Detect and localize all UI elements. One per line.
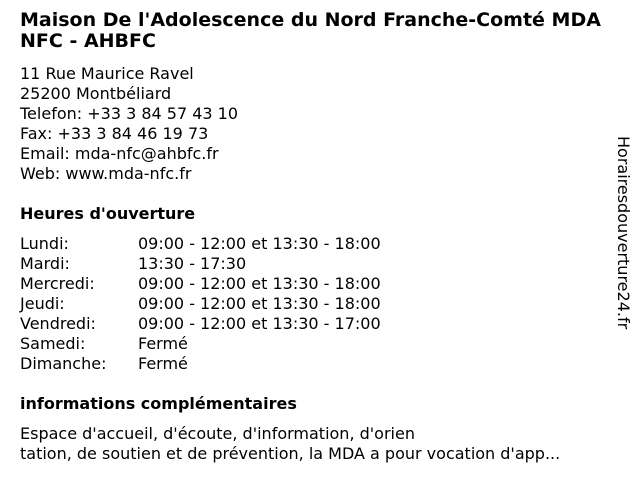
day-hours: 09:00 - 12:00 et 13:30 - 17:00 bbox=[138, 314, 381, 333]
hours-row-dimanche bbox=[20, 354, 381, 374]
day-label: Jeudi: bbox=[20, 294, 65, 313]
info-line: Espace d'accueil, d'écoute, d'information, d'orien bbox=[20, 424, 415, 443]
hours-row-vendredi bbox=[20, 314, 381, 334]
fax-number: Fax: +33 3 84 46 19 73 bbox=[20, 124, 209, 143]
hours-row-samedi bbox=[20, 334, 381, 354]
info-line: tation, de soutien et de prévention, la MDA a pour vocation d'app... bbox=[20, 444, 561, 463]
opening-hours-heading: Heures d'ouverture bbox=[20, 204, 196, 223]
day-label: Mardi: bbox=[20, 254, 70, 273]
hours-row-mercredi bbox=[20, 274, 381, 294]
website-address: Web: www.mda-nfc.fr bbox=[20, 164, 192, 183]
day-hours: Fermé bbox=[138, 334, 188, 353]
day-hours: 13:30 - 17:30 bbox=[138, 254, 247, 273]
day-label: Vendredi: bbox=[20, 314, 96, 333]
hours-row-mardi bbox=[20, 254, 381, 274]
business-name: Maison De l'Adolescence du Nord Franche-Comté MDA NFC - AHBFC bbox=[20, 9, 601, 52]
phone-number: Telefon: +33 3 84 57 43 10 bbox=[20, 104, 239, 123]
street-address: 11 Rue Maurice Ravel bbox=[20, 64, 194, 83]
day-label: Mercredi: bbox=[20, 274, 95, 293]
hours-row-jeudi bbox=[20, 294, 381, 314]
contact-block bbox=[20, 64, 238, 184]
day-hours: 09:00 - 12:00 et 13:30 - 18:00 bbox=[138, 274, 381, 293]
hours-row-lundi bbox=[20, 234, 381, 254]
day-label: Lundi: bbox=[20, 234, 69, 253]
day-hours: 09:00 - 12:00 et 13:30 - 18:00 bbox=[138, 234, 381, 253]
city-postcode: 25200 Montbéliard bbox=[20, 84, 172, 103]
email-address: Email: mda-nfc@ahbfc.fr bbox=[20, 144, 219, 163]
day-hours: 09:00 - 12:00 et 13:30 - 18:00 bbox=[138, 294, 381, 313]
additional-info-text bbox=[20, 424, 610, 464]
site-brand-link[interactable]: Horairesdouverture24.fr bbox=[614, 136, 633, 330]
opening-hours-table bbox=[20, 234, 381, 374]
day-hours: Fermé bbox=[138, 354, 188, 373]
additional-info-heading: informations complémentaires bbox=[20, 394, 297, 413]
day-label: Samedi: bbox=[20, 334, 86, 353]
day-label: Dimanche: bbox=[20, 354, 107, 373]
